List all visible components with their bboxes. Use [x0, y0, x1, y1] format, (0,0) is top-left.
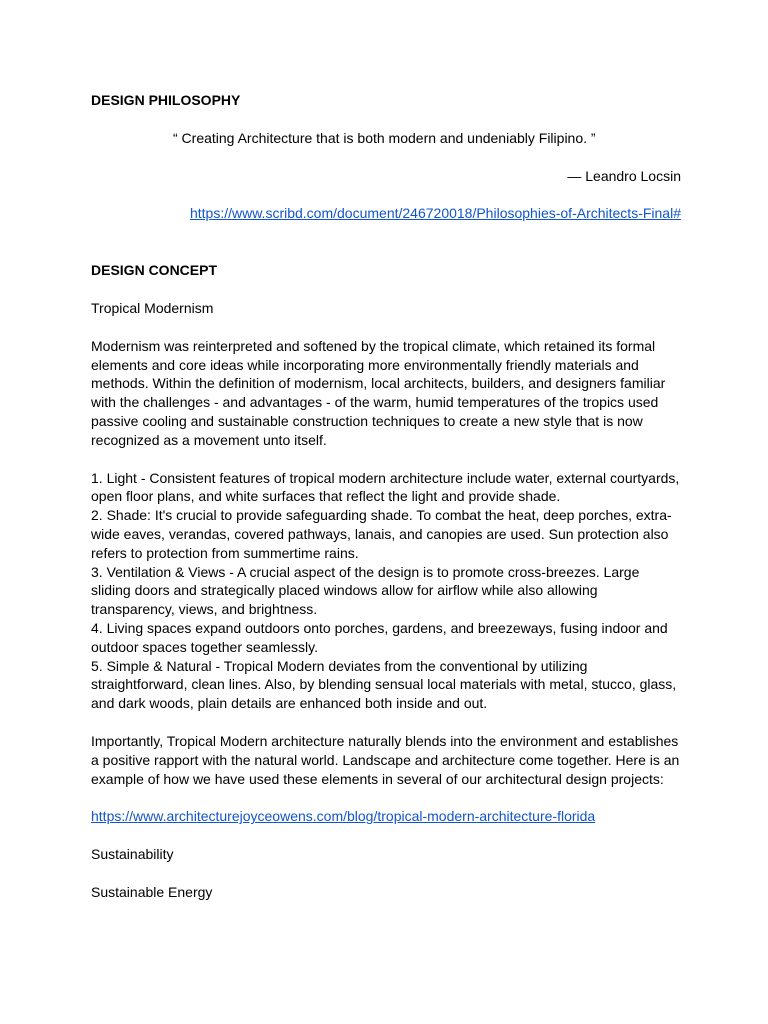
design-concept-heading: DESIGN CONCEPT	[91, 262, 218, 279]
list-item: 3. Ventilation & Views - A crucial aspect of the design is to promote cross-breezes. Large sliding doors and strategically placed windows allow for airflow while also allowing transparency, views, and brightness.	[91, 563, 640, 618]
sustainable-energy-label: Sustainable Energy	[91, 883, 213, 900]
list-item: 4. Living spaces expand outdoors onto porches, gardens, and breezeways, fusing indoor and outdoor spaces together seamlessly.	[91, 619, 668, 655]
list-item: 1. Light - Consistent features of tropical modern architecture include water, external courtyards, open floor plans, and white surfaces that reflect the light and provide shade.	[91, 469, 680, 505]
philosophy-source-link[interactable]: https://www.scribd.com/document/246720018/Philosophies-of-Architects-Final#	[189, 205, 681, 222]
concept-subtitle: Tropical Modernism	[91, 299, 214, 316]
concept-points-list	[91, 469, 681, 713]
design-philosophy-heading: DESIGN PHILOSOPHY	[91, 92, 241, 108]
philosophy-quote: “ Creating Architecture that is both modern and undeniably Filipino. ”	[173, 129, 596, 146]
concept-closing-paragraph: Importantly, Tropical Modern architecture naturally blends into the environment and establishes a positive rapport with the natural world. Landscape and architecture come together. Here is an example of how we have used these elements in several of our architectural design projects:	[91, 732, 680, 787]
list-item: 2. Shade: It's crucial to provide safeguarding shade. To combat the heat, deep porches, extra-wide eaves, verandas, covered pathways, lanais, and canopies are used. Sun protection also refers to protection from summertime rains.	[91, 507, 672, 561]
concept-link-row	[91, 807, 681, 826]
philosophy-link-row	[91, 204, 681, 223]
concept-intro-paragraph: Modernism was reinterpreted and softened by the tropical climate, which retained its formal elements and core ideas while incorporating more environmentally friendly materials and methods. Within the definition of modernism, local architects, builders, and designers familiar with the challenges - and advantages - of the warm, humid temperatures of the tropics used passive cooling and sustainable construction techniques to create a new style that is now recognized as a movement unto itself.	[91, 337, 666, 448]
sustainability-label: Sustainability	[91, 846, 174, 863]
quote-attribution: — Leandro Locsin	[567, 167, 681, 184]
list-item: 5. Simple & Natural - Tropical Modern deviates from the conventional by utilizing straightforward, clean lines. Also, by blending sensual local materials with metal, stucco, glass, and dark woods, plain details are enhanced both inside and out.	[91, 657, 677, 712]
document-page	[91, 91, 681, 902]
tropical-modern-article-link[interactable]: https://www.architecturejoyceowens.com/blog/tropical-modern-architecture-florida	[91, 808, 596, 825]
